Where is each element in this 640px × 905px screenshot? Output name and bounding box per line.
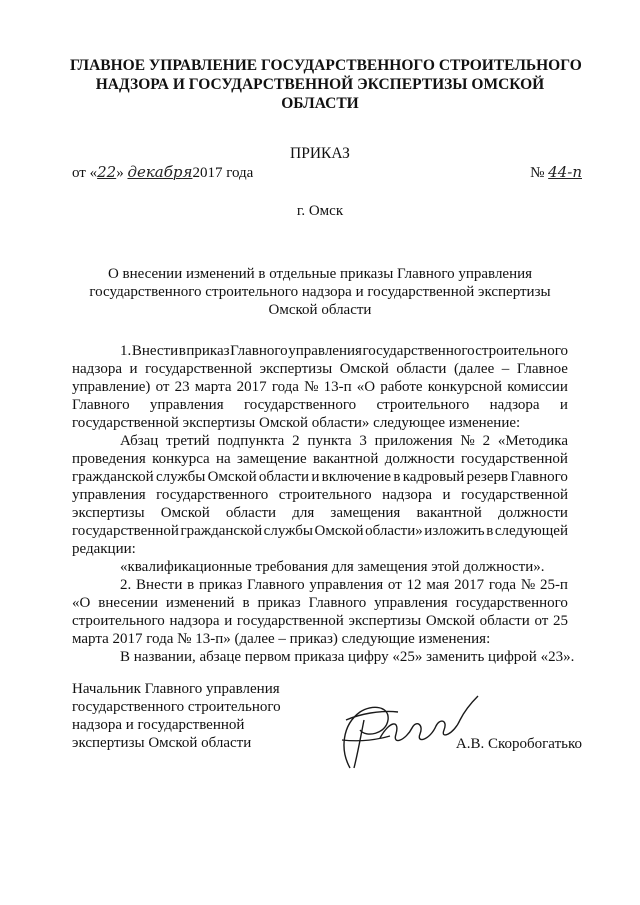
body-word: надзора (382, 487, 433, 503)
date-mid: » (116, 165, 128, 181)
body-word: управления (309, 577, 384, 593)
body-word: экспертизы (348, 613, 422, 629)
body-word: и (224, 613, 233, 629)
body-word: от (387, 577, 402, 593)
body-word: Внести (131, 343, 179, 359)
date-prefix: от « (72, 165, 98, 181)
body-line (72, 612, 568, 630)
body-word: комиссии (507, 379, 568, 395)
body-word: вакантной (313, 451, 379, 467)
body-word: следующей (494, 523, 568, 539)
body-word: от (155, 379, 170, 395)
body-word: области (225, 505, 277, 521)
body-word: государственной (236, 613, 344, 629)
body-word: включение (321, 469, 392, 485)
body-word: конкурса (152, 451, 210, 467)
signatory-title-line: Начальник Главного управления (72, 681, 280, 697)
body-word: Омской (425, 613, 475, 629)
body-word: приказ (257, 595, 301, 611)
subject-line: О внесении изменений в отдельные приказы Главного управления (107, 266, 533, 282)
body-word: государственной (145, 361, 253, 377)
body-text: В названии, абзаце первом приказа цифру «25» заменить цифрой «23». (120, 649, 575, 665)
body-word: 3 (359, 433, 367, 449)
body-word: внесении (98, 595, 158, 611)
order-date (72, 163, 253, 182)
body-word: и (442, 487, 451, 503)
body-word: в (178, 343, 186, 359)
signatory-title-line: надзора и государственной (72, 717, 245, 733)
body-word: года (488, 577, 517, 593)
body-word: года (271, 379, 299, 395)
body-word: проведения (72, 451, 146, 467)
body-text: государственной экспертизы Омской области» следующее изменение: (72, 415, 521, 431)
body-word: государственной (461, 487, 568, 503)
body-word: государственного (243, 397, 357, 413)
body-word: Омской (314, 523, 364, 539)
order-number (530, 163, 582, 182)
body-word: и (311, 469, 320, 485)
body-word: экспертизы (72, 505, 145, 521)
body-word: области (258, 469, 310, 485)
body-line (72, 648, 575, 666)
body-word: управления (374, 595, 448, 611)
body-text: марта 2017 года № 13-п» (далее – приказ) следующие изменения: (72, 631, 491, 647)
org-line-1: ГЛАВНОЕ УПРАВЛЕНИЕ ГОСУДАРСТВЕННОГО СТРОИТЕЛЬНОГО (70, 57, 582, 74)
body-word: надзора (489, 397, 540, 413)
body-word: 12 (406, 577, 422, 593)
body-word: области (479, 613, 530, 629)
body-word: Омской (207, 469, 257, 485)
number-handwritten: 44-п (548, 163, 582, 181)
body-word: работе (380, 379, 423, 395)
body-word: государственной (461, 451, 568, 467)
body-line (72, 576, 568, 594)
signatory-title-line: экспертизы Омской области (72, 735, 252, 751)
body-word: Абзац (120, 433, 159, 449)
body-word: экспертизы (259, 361, 333, 377)
body-word: управление) (72, 379, 151, 395)
body-word: № (520, 577, 536, 593)
body-word: государственного (362, 343, 475, 359)
body-line (72, 396, 568, 414)
body-word: гражданской (180, 523, 263, 539)
body-word: 23 (174, 379, 190, 395)
signatory-name: А.В. Скоробогатько (455, 736, 582, 752)
organization-header (70, 56, 582, 113)
body-word: области» (365, 523, 423, 539)
body-word: для (292, 505, 315, 521)
body-word: 2 (292, 433, 300, 449)
body-word: Главного (247, 577, 305, 593)
body-word: «О (72, 595, 91, 611)
body-word: 2017 (454, 577, 485, 593)
body-word: № (304, 379, 319, 395)
order-body (72, 342, 575, 666)
date-suffix: 2017 года (192, 165, 254, 181)
body-line (72, 360, 568, 378)
body-word: Главного (510, 469, 568, 485)
body-word: 2017 (236, 379, 267, 395)
body-word: в (486, 523, 494, 539)
body-word: государственного (156, 487, 269, 503)
body-word: государственной (72, 523, 179, 539)
body-line (72, 540, 568, 558)
body-word: от (534, 613, 549, 629)
body-word: «Методика (497, 433, 568, 449)
body-word: Главного (308, 595, 367, 611)
body-word: Главное (516, 361, 568, 377)
body-line (72, 504, 568, 522)
body-word: Главного (72, 397, 130, 413)
body-word: подпункта (217, 433, 285, 449)
body-word: и (559, 397, 568, 413)
subject-line: государственного строительного надзора и государственной экспертизы (89, 284, 551, 300)
date-month-handwritten: декабря (127, 163, 193, 181)
body-word: в (187, 577, 195, 593)
body-word: Внести (136, 577, 183, 593)
body-word: марта (194, 379, 232, 395)
body-line (72, 450, 568, 468)
body-word: 13-п (323, 379, 352, 395)
body-line (72, 522, 568, 540)
order-subject (72, 265, 568, 319)
body-word: – (501, 361, 510, 377)
body-word: управления (72, 487, 146, 503)
body-word: управления (288, 343, 362, 359)
body-word: вакантной (416, 505, 482, 521)
body-line (72, 468, 568, 486)
body-word: 2 (482, 433, 491, 449)
signatory-title (72, 680, 281, 752)
body-word: области (396, 361, 447, 377)
body-word: № (460, 433, 475, 449)
city: г. Омск (296, 203, 344, 219)
body-word: гражданской (72, 469, 154, 485)
body-word: мая (426, 577, 450, 593)
body-line (72, 378, 568, 396)
body-word: службы (155, 469, 206, 485)
body-word: 25-п (539, 577, 568, 593)
date-day-handwritten: 22 (97, 163, 117, 181)
body-word: 2. (120, 577, 132, 593)
body-word: в (242, 595, 250, 611)
body-word: должности (384, 451, 455, 467)
body-word: кадровый (402, 469, 465, 485)
body-word: приказ (186, 343, 230, 359)
body-line (72, 630, 568, 648)
body-word: приложения (374, 433, 453, 449)
body-word: замещения (330, 505, 401, 521)
body-word: строительного (72, 613, 165, 629)
body-word: управления (149, 397, 224, 413)
body-word: должности (497, 505, 568, 521)
body-word: 1. (120, 343, 132, 359)
body-word: в (393, 469, 401, 485)
handwritten-signature (320, 690, 480, 780)
body-line (72, 558, 568, 576)
body-line (72, 342, 568, 360)
body-word: изложить (424, 523, 485, 539)
body-word: надзора (169, 613, 220, 629)
body-word: надзора (72, 361, 122, 377)
body-word: строительного (475, 343, 568, 359)
body-word: (далее (454, 361, 495, 377)
body-word: Главного (230, 343, 288, 359)
body-word: Омской (339, 361, 389, 377)
subject-line: Омской области (268, 302, 372, 318)
document-type: ПРИКАЗ (290, 145, 350, 162)
body-word: на (216, 451, 231, 467)
number-prefix: № (530, 165, 549, 181)
body-word: строительного (376, 397, 470, 413)
body-line (72, 594, 568, 612)
body-word: замещение (237, 451, 307, 467)
body-word: строительного (278, 487, 372, 503)
signatory-title-line: государственного строительного (72, 699, 281, 715)
body-word: изменений (165, 595, 235, 611)
body-text: редакции: (72, 541, 136, 557)
body-text: «квалификационные требования для замещения этой должности». (120, 559, 545, 575)
body-word: приказ (199, 577, 243, 593)
body-word: резерв (466, 469, 509, 485)
body-word: «О (356, 379, 376, 395)
body-word: службы (263, 523, 313, 539)
body-word: 25 (553, 613, 568, 629)
body-word: конкурсной (427, 379, 503, 395)
org-line-2: НАДЗОРА И ГОСУДАРСТВЕННОЙ ЭКСПЕРТИЗЫ ОМСКОЙ (95, 76, 545, 93)
body-word: пункта (307, 433, 352, 449)
org-line-3: ОБЛАСТИ (281, 95, 359, 112)
body-word: третий (166, 433, 210, 449)
body-line (72, 414, 568, 432)
body-line (72, 486, 568, 504)
body-word: государственного (455, 595, 568, 611)
body-line (72, 432, 568, 450)
body-word: Омской (160, 505, 210, 521)
body-word: и (129, 361, 138, 377)
